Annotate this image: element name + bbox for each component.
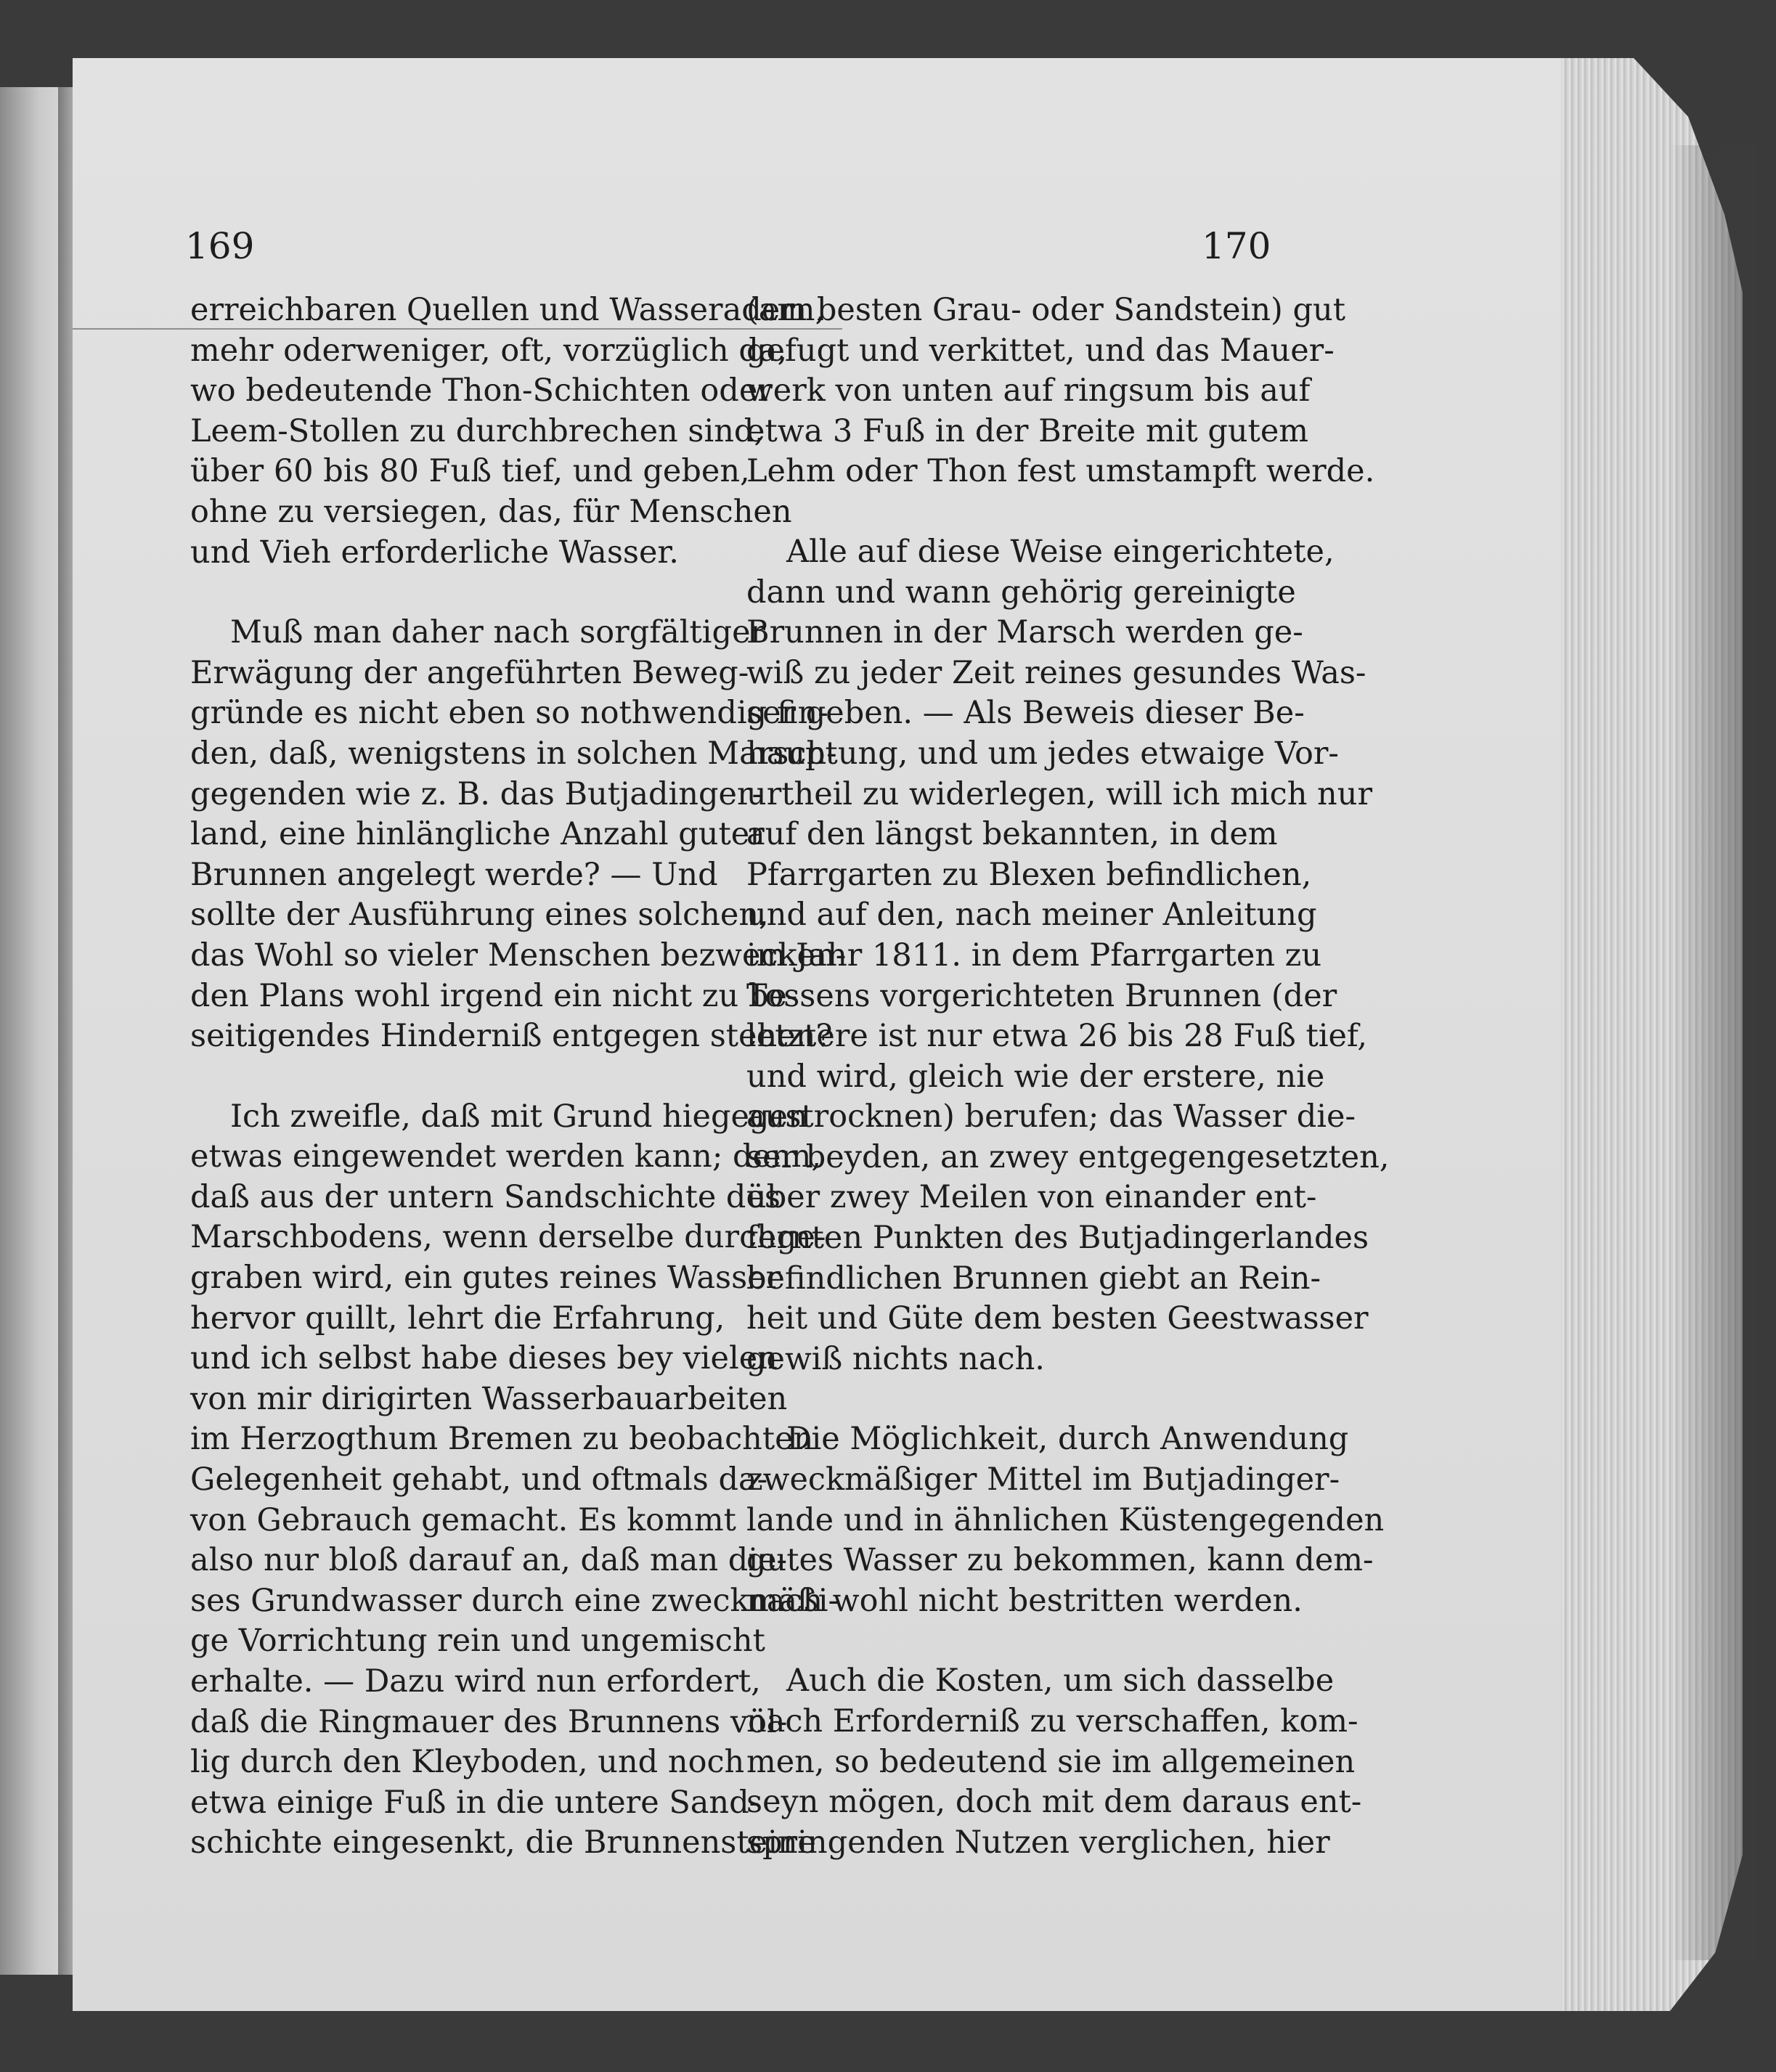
text-line: gründe es nicht eben so nothwendig fin- (190, 695, 828, 732)
text-line: im Herzogthum Bremen zu beobachten (190, 1421, 814, 1458)
text-line: lig durch den Kleyboden, und noch (190, 1744, 745, 1781)
text-line: dann und wann gehörig gereinigte (746, 574, 1296, 611)
text-line: befindlichen Brunnen giebt an Rein- (746, 1260, 1321, 1297)
text-line: hervor quillt, lehrt die Erfahrung, (190, 1300, 725, 1337)
paragraph (190, 613, 847, 1057)
text-line: heit und Güte dem besten Geestwasser (746, 1300, 1369, 1337)
page-number-left: 169 (185, 225, 255, 267)
text-line: schichte eingesenkt, die Brunnensteine (190, 1824, 816, 1861)
text-line: also nur bloß darauf an, daß man die- (190, 1542, 788, 1579)
text-line: Erwägung der angeführten Beweg- (190, 654, 749, 691)
text-line: gewiß nichts nach. (746, 1340, 1045, 1377)
text-line: Pfarrgarten zu Blexen befindlichen, (746, 856, 1312, 893)
text-line: ge Vorrichtung rein und ungemischt (190, 1623, 765, 1660)
text-line: (am besten Grau- oder Sandstein) gut (746, 292, 1345, 328)
text-line: den, daß, wenigstens in solchen Marsch- (190, 735, 837, 772)
page-edge-shadow (1670, 145, 1757, 1960)
paragraph (746, 1661, 1362, 1863)
text-line: Gelegenheit gehabt, und oftmals da- (190, 1461, 768, 1498)
text-line: von mir dirigirten Wasserbauarbeiten (190, 1380, 788, 1417)
page-number-right: 170 (1202, 225, 1271, 267)
text-line: gutes Wasser zu bekommen, kann dem- (746, 1542, 1374, 1579)
text-line: land, eine hinlängliche Anzahl guter (190, 816, 765, 853)
text-line: den Plans wohl irgend ein nicht zu be- (190, 977, 798, 1014)
text-line: urtheil zu widerlegen, will ich mich nur (746, 775, 1372, 812)
text-line: Auch die Kosten, um sich dasselbe (786, 1663, 1335, 1700)
text-line: nach wohl nicht bestritten werden. (746, 1582, 1303, 1619)
paragraph (190, 290, 826, 573)
text-line: Muß man daher nach sorgfältiger (230, 614, 766, 651)
text-line: letztere ist nur etwa 26 bis 28 Fuß tief, (746, 1018, 1367, 1055)
text-line: und Vieh erforderliche Wasser. (190, 534, 679, 571)
text-line: austrocknen) berufen; das Wasser die- (746, 1098, 1356, 1135)
text-line: graben wird, ein gutes reines Wasser (190, 1260, 781, 1297)
text-line: hauptung, und um jedes etwaige Vor- (746, 735, 1339, 772)
text-line: gegenden wie z. B. das Butjadinger- (190, 775, 763, 812)
text-line: seyn mögen, doch mit dem daraus ent- (746, 1784, 1362, 1821)
text-line: etwas eingewendet werden kann; denn, (190, 1138, 822, 1175)
text-line: Marschbodens, wenn derselbe durchge- (190, 1219, 826, 1256)
text-line: nach Erforderniß zu verschaffen, kom- (746, 1703, 1359, 1739)
text-line: Brunnen in der Marsch werden ge- (746, 614, 1303, 651)
text-line: wiß zu jeder Zeit reines gesundes Was- (746, 654, 1366, 691)
text-line: das Wohl so vieler Menschen bezwecken- (190, 937, 847, 974)
paragraph (190, 1097, 839, 1864)
text-line: ses Grundwasser durch eine zweckmäßi- (190, 1582, 839, 1619)
text-line: gefugt und verkittet, und das Mauer- (746, 332, 1335, 369)
text-line: über zwey Meilen von einander ent- (746, 1179, 1317, 1216)
text-line: über 60 bis 80 Fuß tief, und geben, (190, 453, 750, 490)
text-line: von Gebrauch gemacht. Es kommt (190, 1501, 736, 1538)
text-line: Alle auf diese Weise eingerichtete, (786, 533, 1335, 570)
text-line: mehr oderweniger, oft, vorzüglich da, (190, 332, 788, 369)
left-text-column (190, 290, 847, 1904)
text-line: erhalte. — Dazu wird nun erfordert, (190, 1663, 761, 1700)
text-line: im Jahr 1811. in dem Pfarrgarten zu (746, 937, 1322, 974)
text-line: Tossens vorgerichteten Brunnen (der (746, 977, 1337, 1014)
text-line: Leem-Stollen zu durchbrechen sind, (190, 412, 765, 449)
text-line: und wird, gleich wie der erstere, nie (746, 1058, 1325, 1095)
previous-page-edge (0, 87, 65, 1975)
text-line: daß aus der untern Sandschichte des (190, 1178, 781, 1215)
text-line: und auf den, nach meiner Anleitung (746, 897, 1317, 934)
text-line: Brunnen angelegt werde? — Und (190, 856, 718, 893)
right-text-column (746, 290, 1390, 1903)
text-line: erreichbaren Quellen und Wasseradern, (190, 292, 826, 328)
text-line: auf den längst bekannten, in dem (746, 816, 1278, 853)
text-line: werk von unten auf ringsum bis auf (746, 372, 1311, 409)
text-line: lande und in ähnlichen Küstengegenden (746, 1501, 1385, 1538)
text-line: ohne zu versiegen, das, für Menschen (190, 493, 792, 530)
paragraph (746, 532, 1390, 1379)
text-line: etwa einige Fuß in die untere Sand- (190, 1784, 760, 1821)
text-line: Lehm oder Thon fest umstampft werde. (746, 453, 1375, 490)
text-line: ser beyden, an zwey entgegengesetzten, (746, 1138, 1390, 1175)
text-line: daß die Ringmauer des Brunnens völ- (190, 1703, 788, 1740)
text-line: Die Möglichkeit, durch Anwendung (786, 1421, 1349, 1458)
paragraph (746, 290, 1375, 492)
text-line: men, so bedeutend sie im allgemeinen (746, 1743, 1356, 1780)
text-line: wo bedeutende Thon-Schichten oder (190, 372, 773, 409)
text-line: sollte der Ausführung eines solchen, (190, 897, 769, 934)
text-line: zweckmäßiger Mittel im Butjadinger- (746, 1461, 1340, 1498)
text-line: fernten Punkten des Butjadingerlandes (746, 1220, 1369, 1257)
text-line: Ich zweifle, daß mit Grund hiegegen (230, 1098, 808, 1135)
text-line: springenden Nutzen verglichen, hier (746, 1824, 1330, 1861)
paragraph (746, 1419, 1385, 1621)
text-line: etwa 3 Fuß in der Breite mit gutem (746, 412, 1309, 449)
text-line: seitigendes Hinderniß entgegen stehen? (190, 1018, 833, 1055)
text-line: ser geben. — Als Beweis dieser Be- (746, 695, 1305, 732)
text-line: und ich selbst habe dieses bey vielen (190, 1340, 778, 1377)
